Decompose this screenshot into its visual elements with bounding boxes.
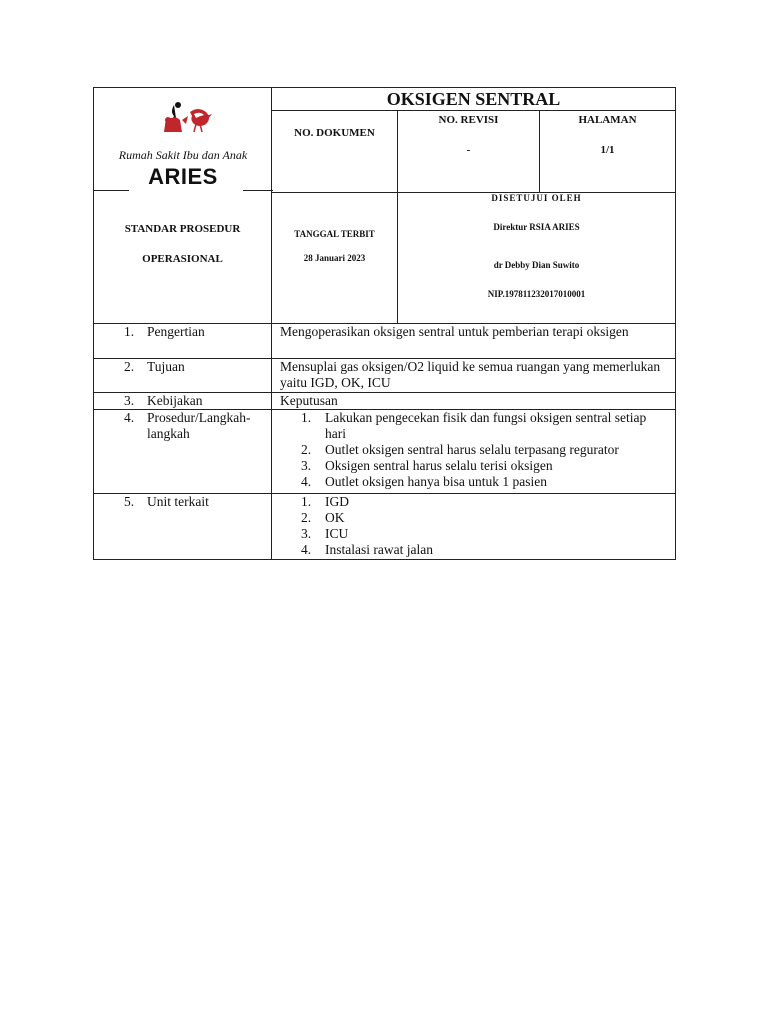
row-content: Mengoperasikan oksigen sentral untuk pemberian terapi oksigen	[272, 323, 676, 358]
list-item-number: 1.	[301, 409, 312, 425]
logo-name: ARIES	[148, 164, 218, 189]
list-item-text: IGD	[325, 493, 349, 509]
row-number: 5.	[124, 493, 135, 509]
disetujui-cell	[398, 192, 676, 323]
table-row	[94, 392, 676, 409]
list-item-number: 2.	[301, 441, 312, 457]
list-item	[280, 458, 669, 474]
row-number: 1.	[124, 323, 135, 339]
no-revisi-label: NO. REVISI	[438, 114, 499, 127]
list-item-number: 4.	[301, 541, 312, 557]
logo-divider-left	[93, 190, 129, 191]
row-label: Unit terkait	[147, 493, 209, 509]
row-number: 2.	[124, 358, 135, 374]
row-content	[272, 409, 676, 493]
list-item	[280, 494, 669, 510]
hospital-logo	[94, 88, 272, 192]
row-content: Keputusan	[272, 392, 676, 409]
list-item-text: Lakukan pengecekan fisik dan fungsi oksigen sentral setiap hari	[325, 409, 647, 441]
logo-tagline: Rumah Sakit Ibu dan Anak	[118, 148, 248, 162]
table-row	[94, 323, 676, 358]
list-item-number: 2.	[301, 509, 312, 525]
logo-mark-icon	[160, 102, 214, 136]
row-label-cell	[94, 493, 272, 559]
logo-cell	[94, 88, 272, 193]
list-item-number: 3.	[301, 525, 312, 541]
list-item-number: 3.	[301, 457, 312, 473]
list-item-text: Outlet oksigen sentral harus selalu terpasang regurator	[325, 441, 619, 457]
row-number: 4.	[124, 409, 135, 425]
list-item-text: ICU	[325, 525, 349, 541]
list-item	[280, 542, 669, 558]
halaman-cell	[540, 111, 676, 192]
table-row	[94, 409, 676, 493]
table-row	[94, 493, 676, 559]
row-label: Pengertian	[147, 323, 205, 339]
row-label-cell	[94, 409, 272, 493]
list-item-text: Outlet oksigen hanya bisa untuk 1 pasien	[325, 473, 547, 489]
no-dokumen-cell	[272, 111, 398, 192]
spo-line2: OPERASIONAL	[142, 253, 223, 265]
no-revisi-value: -	[466, 144, 471, 157]
list-item-text: OK	[325, 509, 345, 525]
logo-divider-right	[243, 190, 273, 191]
row-label-cell	[94, 323, 272, 358]
row-number: 3.	[124, 392, 135, 408]
spo-cell	[94, 192, 272, 323]
no-dokumen-label: NO. DOKUMEN	[294, 127, 375, 140]
list-item-text: Oksigen sentral harus selalu terisi oksigen	[325, 457, 553, 473]
procedure-list	[280, 410, 669, 490]
direktur-label: Direktur RSIA ARIES	[493, 221, 580, 232]
table-row	[94, 358, 676, 392]
row-label-cell	[94, 392, 272, 409]
signer-name: dr Debby Dian Suwito	[493, 259, 580, 270]
row-label: Prosedur/Langkah-langkah	[147, 409, 251, 441]
halaman-value: 1/1	[600, 144, 615, 157]
list-item	[280, 526, 669, 542]
unit-list	[280, 494, 669, 558]
tanggal-label: TANGGAL TERBIT	[294, 228, 375, 239]
row-content: Mensuplai gas oksigen/O2 liquid ke semua ruangan yang memerlukan yaitu IGD, OK, ICU	[272, 358, 676, 392]
list-item	[280, 410, 669, 442]
row-label-cell	[94, 358, 272, 392]
tanggal-cell	[272, 192, 398, 323]
disetujui-label: DISETUJUI OLEH	[491, 192, 582, 203]
tanggal-value: 28 Januari 2023	[303, 252, 366, 263]
list-item	[280, 474, 669, 490]
list-item-number: 4.	[301, 473, 312, 489]
halaman-label: HALAMAN	[578, 114, 637, 127]
list-item-text: Instalasi rawat jalan	[325, 541, 433, 557]
list-item	[280, 510, 669, 526]
sop-document	[93, 87, 675, 560]
procedure-table	[93, 323, 676, 560]
list-item	[280, 442, 669, 458]
header-table	[93, 87, 676, 324]
list-item-number: 1.	[301, 493, 312, 509]
row-label: Tujuan	[147, 358, 185, 374]
no-revisi-cell	[398, 111, 540, 192]
row-content	[272, 493, 676, 559]
nip-value: NIP.197811232017010001	[487, 288, 586, 299]
page-title: OKSIGEN SENTRAL	[272, 88, 676, 111]
row-label: Kebijakan	[147, 392, 203, 408]
spo-line1: STANDAR PROSEDUR	[124, 223, 241, 235]
